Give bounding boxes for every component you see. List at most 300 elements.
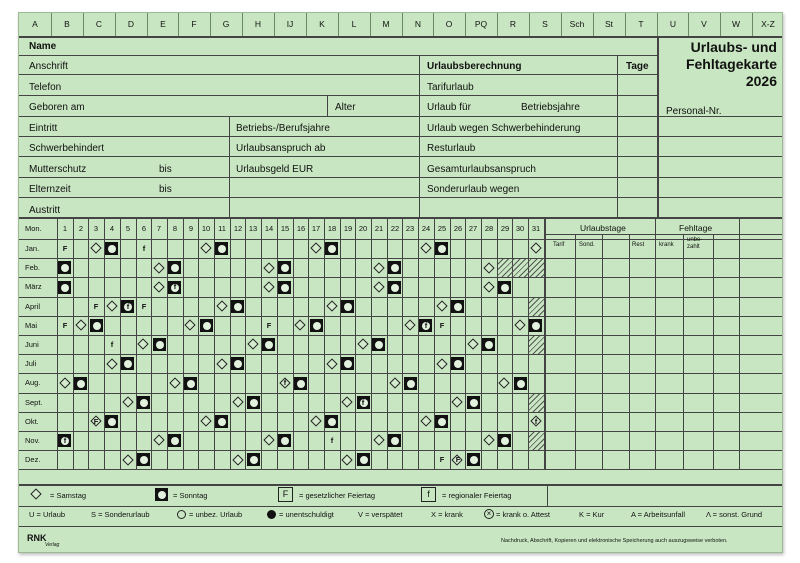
saturday-marker <box>436 300 447 311</box>
saturday-marker <box>169 377 180 388</box>
holiday-mark: F <box>62 244 68 253</box>
day-header-29: 29 <box>500 224 510 233</box>
sunday-marker <box>514 377 527 390</box>
letter-divider <box>115 13 116 36</box>
samstag-legend-icon <box>30 488 41 499</box>
sonntag-legend: = Sonntag <box>173 491 208 500</box>
grid-col-line <box>167 217 168 469</box>
holiday-mark: F <box>62 321 68 330</box>
resturlaub-label: Resturlaub <box>427 143 476 154</box>
sunday-marker <box>247 396 260 409</box>
month-header: Mon. <box>25 224 42 233</box>
sunday-marker <box>58 261 71 274</box>
sunday-marker <box>168 434 181 447</box>
holiday-mark: f <box>534 417 538 426</box>
saturday-marker <box>483 434 494 445</box>
rnk-logo: RNK <box>27 533 47 543</box>
month-label-6: Juli <box>25 359 37 368</box>
day-header-16: 16 <box>296 224 306 233</box>
letter-divider <box>242 13 243 36</box>
crossed-circle-icon: × <box>484 509 494 519</box>
month-label-10: Nov. <box>25 436 40 445</box>
grid-col-line <box>198 217 199 469</box>
day-header-8: 8 <box>172 224 178 233</box>
index-letter-st[interactable]: St <box>604 19 614 29</box>
letter-divider <box>688 13 689 36</box>
index-letter-x-z[interactable]: X-Z <box>761 19 775 29</box>
month-label-1: Feb. <box>25 263 41 272</box>
saturday-marker <box>137 338 148 349</box>
anschrift-label: Anschrift <box>29 61 68 72</box>
grid-col-line <box>245 217 246 469</box>
saturday-marker <box>341 396 352 407</box>
month-label-8: Sept. <box>25 398 43 407</box>
saturday-marker <box>467 338 478 349</box>
index-letter-f[interactable]: F <box>191 19 197 29</box>
index-letter-c[interactable]: C <box>95 19 103 29</box>
telefon-label: Telefon <box>29 82 62 93</box>
saturday-marker <box>420 242 431 253</box>
index-letter-m[interactable]: M <box>382 19 390 29</box>
month-label-5: Juni <box>25 340 39 349</box>
title-line1: Urlaubs- und <box>690 39 777 55</box>
day-header-17: 17 <box>311 224 321 233</box>
day-header-22: 22 <box>390 224 400 233</box>
sunday-marker <box>74 377 87 390</box>
urlaub-fuer-label: Urlaub für <box>427 102 471 113</box>
saturday-marker <box>200 415 211 426</box>
letter-divider <box>178 13 179 36</box>
letter-divider <box>370 13 371 36</box>
sunday-marker <box>215 415 228 428</box>
month-label-0: Jan. <box>25 244 40 253</box>
saturday-marker <box>310 415 321 426</box>
samstag-legend: = Samstag <box>50 491 87 500</box>
letter-divider <box>83 13 84 36</box>
index-letter-g[interactable]: G <box>222 19 230 29</box>
index-letter-o[interactable]: O <box>445 19 453 29</box>
letter-divider <box>338 13 339 36</box>
letter-divider <box>306 13 307 36</box>
tage-header: Tage <box>626 61 649 72</box>
day-header-28: 28 <box>484 224 494 233</box>
grid-col-line <box>512 217 513 469</box>
sunday-marker <box>215 242 228 255</box>
vacation-card <box>18 12 783 553</box>
mutterschutz-label: Mutterschutz <box>29 164 87 175</box>
letter-divider <box>561 13 562 36</box>
index-letter-pq[interactable]: PQ <box>474 19 488 29</box>
card-title <box>659 39 777 90</box>
sunday-marker <box>467 453 480 466</box>
saturday-marker <box>483 262 494 273</box>
regional-legend: = regionaler Feiertag <box>442 491 512 500</box>
grid-col-line <box>57 217 58 469</box>
saturday-marker <box>373 262 384 273</box>
holiday-mark: f <box>330 436 334 445</box>
letter-divider <box>433 13 434 36</box>
saturday-marker <box>310 242 321 253</box>
day-header-12: 12 <box>233 224 243 233</box>
grid-row-line <box>19 393 783 394</box>
invalid-days-hatch <box>529 336 544 354</box>
letter-divider <box>625 13 626 36</box>
tally-col-line <box>655 217 656 469</box>
sunday-marker <box>482 338 495 351</box>
sunday-marker <box>168 261 181 274</box>
sonntag-legend-icon <box>155 488 168 501</box>
sunday-marker <box>388 434 401 447</box>
saturday-marker <box>326 300 337 311</box>
sunday-marker <box>388 281 401 294</box>
saturday-marker <box>294 319 305 330</box>
sunday-marker <box>200 319 213 332</box>
invalid-days-hatch <box>529 432 544 450</box>
sunday-marker <box>231 357 244 370</box>
saturday-marker <box>389 377 400 388</box>
sunday-marker <box>137 453 150 466</box>
index-letter-n[interactable]: N <box>414 19 422 29</box>
grid-row-line <box>19 412 783 413</box>
month-label-4: Mai <box>25 321 38 330</box>
index-letter-e[interactable]: E <box>160 19 166 29</box>
personal-nr-label: Personal-Nr. <box>666 106 722 117</box>
gesamt-label: Gesamturlaubsanspruch <box>427 164 536 175</box>
grid-row-line <box>19 277 783 278</box>
sunday-marker <box>451 357 464 370</box>
letter-divider <box>210 13 211 36</box>
sunday-marker <box>278 434 291 447</box>
open-circle-icon <box>177 510 186 519</box>
tally-unbe1: unbe- <box>687 237 703 243</box>
holiday-mark: f <box>283 378 287 387</box>
day-header-21: 21 <box>374 224 384 233</box>
title-year: 2026 <box>745 73 777 89</box>
saturday-marker <box>122 396 133 407</box>
saturday-marker <box>420 415 431 426</box>
saturday-marker <box>106 300 117 311</box>
tally-sub-line <box>544 234 783 235</box>
saturday-marker <box>514 319 525 330</box>
sunday-marker <box>341 357 354 370</box>
grid-row-line <box>19 469 783 470</box>
sonderurlaub-label: Sonderurlaub wegen <box>427 184 520 195</box>
index-letter-sch[interactable]: Sch <box>569 19 585 29</box>
grid-col-line <box>88 217 89 469</box>
saturday-marker <box>75 319 86 330</box>
holiday-mark: f <box>110 340 114 349</box>
code-9: Λ = sonst. Grund <box>706 510 763 519</box>
code-2: = unbez. Urlaub <box>189 510 243 519</box>
day-header-13: 13 <box>248 224 258 233</box>
sunday-marker <box>529 319 542 332</box>
saturday-marker <box>263 262 274 273</box>
sunday-marker <box>153 338 166 351</box>
sunday-marker <box>231 300 244 313</box>
saturday-marker <box>200 242 211 253</box>
grid-row-line <box>19 354 783 355</box>
code-8: A = Arbeitsunfall <box>631 510 685 519</box>
grid-col-line <box>120 217 121 469</box>
calc-betriebsjahre-label: Betriebsjahre <box>521 102 580 113</box>
rnk-logo-sub: Verlag <box>45 542 60 548</box>
tally-col-line <box>683 234 684 469</box>
code-7: K = Kur <box>579 510 605 519</box>
anspruch-ab-label: Urlaubsanspruch ab <box>236 143 326 154</box>
code-1: S = Sonderurlaub <box>91 510 150 519</box>
sunday-marker <box>184 377 197 390</box>
saturday-marker <box>436 358 447 369</box>
holiday-mark: f <box>424 321 428 330</box>
code-3: = unentschuldigt <box>279 510 334 519</box>
letter-divider <box>720 13 721 36</box>
grid-row-line <box>19 316 783 317</box>
index-letter-b[interactable]: B <box>64 19 70 29</box>
invalid-days-hatch <box>529 394 544 412</box>
grid-col-line <box>308 217 309 469</box>
day-header-1: 1 <box>62 224 68 233</box>
elternzeit-label: Elternzeit <box>29 184 71 195</box>
fehltage-header: Fehltage <box>679 223 713 233</box>
holiday-mark: F <box>439 321 445 330</box>
day-header-11: 11 <box>218 224 226 233</box>
saturday-marker <box>263 434 274 445</box>
code-5: X = krank <box>431 510 463 519</box>
index-letter-h[interactable]: H <box>254 19 262 29</box>
day-header-20: 20 <box>358 224 368 233</box>
sunday-marker <box>388 261 401 274</box>
grid-col-line <box>402 217 403 469</box>
grid-col-line <box>277 217 278 469</box>
index-letter-w[interactable]: W <box>731 19 741 29</box>
grid-col-line <box>387 217 388 469</box>
day-header-10: 10 <box>201 224 211 233</box>
saturday-marker <box>232 454 243 465</box>
grid-col-line <box>418 217 419 469</box>
holiday-mark: f <box>173 282 177 291</box>
sunday-marker <box>357 453 370 466</box>
grid-right-border <box>544 217 546 469</box>
saturday-marker <box>357 338 368 349</box>
sunday-marker <box>310 319 323 332</box>
geboren-label: Geboren am <box>29 102 85 113</box>
index-letter-k[interactable]: K <box>319 19 325 29</box>
grid-col-line <box>450 217 451 469</box>
holiday-mark: F <box>141 302 147 311</box>
saturday-marker <box>341 454 352 465</box>
saturday-marker <box>373 281 384 292</box>
sunday-marker <box>90 319 103 332</box>
sunday-marker <box>278 281 291 294</box>
sunday-marker <box>58 281 71 294</box>
day-header-19: 19 <box>343 224 353 233</box>
tally-col-line <box>629 234 630 469</box>
grid-row-line <box>19 450 783 451</box>
sunday-marker <box>247 453 260 466</box>
grid-col-line <box>230 217 231 469</box>
day-header-5: 5 <box>125 224 131 233</box>
month-label-9: Okt. <box>25 417 39 426</box>
saturday-marker <box>184 319 195 330</box>
regional-legend-icon: f <box>421 487 436 502</box>
saturday-marker <box>247 338 258 349</box>
index-letter-d[interactable]: D <box>127 19 135 29</box>
grid-col-line <box>293 217 294 469</box>
tally-rest: Rest <box>632 242 645 248</box>
tarifurlaub-label: Tarifurlaub <box>427 82 474 93</box>
index-letter-a[interactable]: A <box>32 19 38 29</box>
letter-divider <box>465 13 466 36</box>
sunday-marker <box>105 242 118 255</box>
copyright-notice: Nachdruck, Abschrift, Kopieren und elektronische Speicherung auch auszugsweise verboten. <box>501 538 728 544</box>
gesetzlich-legend: = gesetzlicher Feiertag <box>299 491 376 500</box>
letter-divider <box>529 13 530 36</box>
saturday-marker <box>232 396 243 407</box>
grid-row-line <box>19 431 783 432</box>
sunday-marker <box>435 242 448 255</box>
saturday-marker <box>153 434 164 445</box>
sunday-marker <box>105 415 118 428</box>
saturday-marker <box>483 281 494 292</box>
schwerbehinderung-label: Urlaub wegen Schwerbehinderung <box>427 123 581 134</box>
day-header-26: 26 <box>453 224 463 233</box>
sunday-marker <box>372 338 385 351</box>
letter-divider <box>593 13 594 36</box>
month-label-3: April <box>25 302 41 311</box>
day-header-25: 25 <box>437 224 447 233</box>
day-header-14: 14 <box>264 224 274 233</box>
grid-col-line <box>183 217 184 469</box>
grid-row-line <box>19 297 783 298</box>
letter-divider <box>497 13 498 36</box>
grid-col-line <box>151 217 152 469</box>
holiday-mark: f <box>126 302 130 311</box>
schwerbehindert-label: Schwerbehindert <box>29 143 105 154</box>
holiday-mark: F <box>455 455 461 464</box>
day-header-24: 24 <box>421 224 431 233</box>
code-0: U = Urlaub <box>29 510 66 519</box>
holiday-mark: F <box>93 302 99 311</box>
day-header-30: 30 <box>515 224 525 233</box>
sunday-marker <box>325 415 338 428</box>
sunday-marker <box>341 300 354 313</box>
gesetzlich-legend-icon: F <box>278 487 293 502</box>
day-header-18: 18 <box>327 224 337 233</box>
sunday-marker <box>435 415 448 428</box>
urlaubstage-header: Urlaubstage <box>580 223 626 233</box>
sunday-marker <box>262 338 275 351</box>
saturday-marker <box>326 358 337 369</box>
letter-divider <box>402 13 403 36</box>
grid-col-line <box>497 217 498 469</box>
sunday-marker <box>467 396 480 409</box>
letter-divider <box>147 13 148 36</box>
tally-col-line <box>575 234 576 469</box>
holiday-mark: f <box>63 436 67 445</box>
tally-col-line <box>739 217 740 469</box>
grid-row-line <box>19 239 783 240</box>
letter-divider <box>657 13 658 36</box>
invalid-days-hatch <box>529 298 544 316</box>
saturday-marker <box>373 434 384 445</box>
saturday-marker <box>263 281 274 292</box>
month-label-2: März <box>25 282 42 291</box>
day-header-27: 27 <box>468 224 478 233</box>
code-6: = krank o. Attest <box>496 510 550 519</box>
holiday-mark: F <box>93 417 99 426</box>
letter-divider <box>51 13 52 36</box>
saturday-marker <box>153 281 164 292</box>
saturday-marker <box>404 319 415 330</box>
sunday-marker <box>294 377 307 390</box>
tally-tarif: Tarif <box>553 242 565 248</box>
letter-divider <box>274 13 275 36</box>
index-letter-s[interactable]: S <box>542 19 548 29</box>
sunday-marker <box>278 261 291 274</box>
sunday-marker <box>498 434 511 447</box>
holiday-mark: F <box>439 455 445 464</box>
saturday-marker <box>106 358 117 369</box>
day-header-9: 9 <box>188 224 194 233</box>
index-letter-ij[interactable]: IJ <box>286 19 294 29</box>
betriebsjahre-label: Betriebs-/Berufsjahre <box>236 123 330 134</box>
calc-header: Urlaubsberechnung <box>427 61 522 72</box>
day-header-6: 6 <box>141 224 147 233</box>
alter-label: Alter <box>335 102 356 113</box>
index-letter-u[interactable]: U <box>669 19 677 29</box>
title-line2: Fehltagekarte <box>685 56 777 72</box>
tally-col-line <box>602 234 603 469</box>
code-4: V = verspätet <box>358 510 403 519</box>
saturday-marker <box>59 377 70 388</box>
grid-col-line <box>73 217 74 469</box>
tally-krank: krank <box>659 242 674 248</box>
grid-row-line <box>19 258 783 259</box>
holiday-mark: f <box>361 398 365 407</box>
sunday-marker <box>137 396 150 409</box>
sunday-marker <box>121 357 134 370</box>
index-letter-l[interactable]: L <box>351 19 357 29</box>
day-header-15: 15 <box>280 224 290 233</box>
tally-sond: Sond. <box>579 242 595 248</box>
day-header-31: 31 <box>531 224 541 233</box>
grid-col-line <box>465 217 466 469</box>
day-header-7: 7 <box>156 224 162 233</box>
sunday-marker <box>498 281 511 294</box>
saturday-marker <box>153 262 164 273</box>
urlaubsgeld-label: Urlaubsgeld EUR <box>236 164 314 175</box>
index-letter-v[interactable]: V <box>701 19 707 29</box>
grid-row-line <box>19 373 783 374</box>
month-label-11: Dez. <box>25 455 41 464</box>
saturday-marker <box>90 242 101 253</box>
grid-col-line <box>340 217 341 469</box>
name-label: Name <box>29 41 57 52</box>
elternzeit-bis-label: bis <box>159 184 172 195</box>
index-letter-r[interactable]: R <box>509 19 517 29</box>
tally-unbe2: zahlt <box>687 244 700 250</box>
saturday-marker <box>122 454 133 465</box>
saturday-marker <box>530 242 541 253</box>
day-header-23: 23 <box>405 224 415 233</box>
index-letter-t[interactable]: T <box>638 19 644 29</box>
austritt-label: Austritt <box>29 205 61 216</box>
eintritt-label: Eintritt <box>29 123 58 134</box>
day-header-2: 2 <box>78 224 84 233</box>
invalid-days-hatch <box>498 259 544 277</box>
holiday-mark: f <box>142 244 146 253</box>
filled-circle-icon <box>267 510 276 519</box>
